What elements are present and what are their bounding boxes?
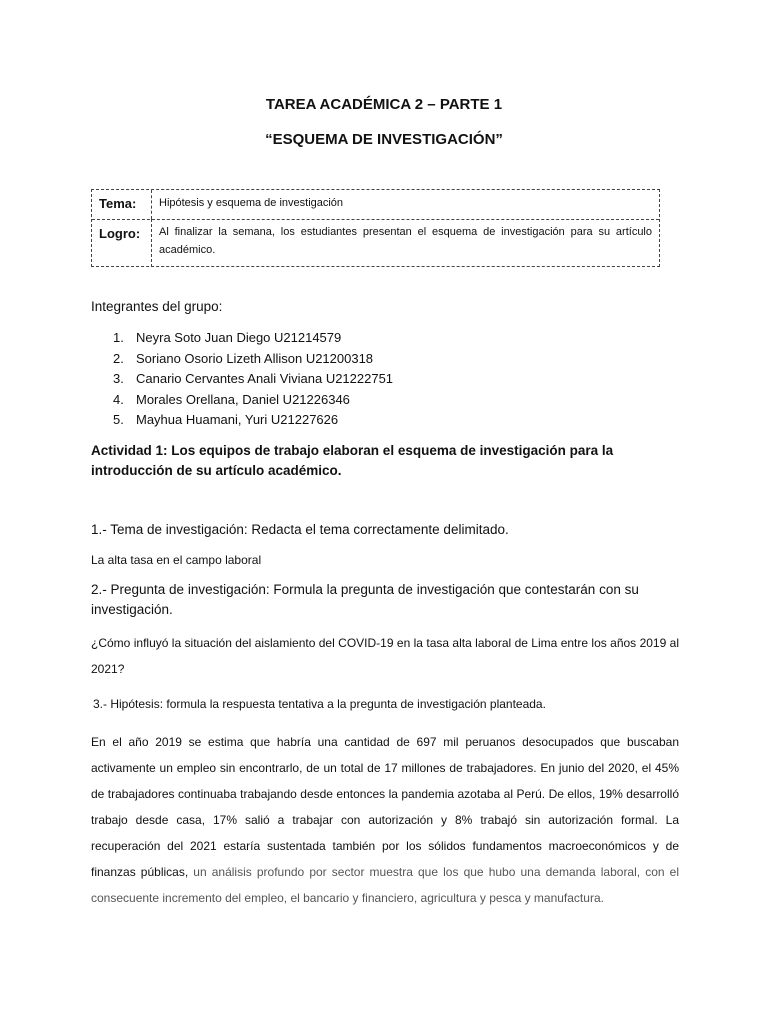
list-item: 5. Mayhua Huamani, Yuri U21227626 xyxy=(113,412,339,427)
logro-value: Al finalizar la semana, los estudiantes presentan el esquema de investigación para su artículo académico. xyxy=(159,226,652,256)
table-divider xyxy=(151,190,152,219)
logro-label: Logro: xyxy=(99,226,141,241)
tema-value: Hipótesis y esquema de investigación xyxy=(159,197,344,209)
list-item: 1. Neyra Soto Juan Diego U21214579 xyxy=(113,330,342,345)
tema-row xyxy=(92,190,659,220)
document-subtitle: “ESQUEMA DE INVESTIGACIÓN” xyxy=(265,131,503,148)
member-name: Soriano Osorio Lizeth Allison U21200318 xyxy=(136,350,374,366)
list-item: 2. Soriano Osorio Lizeth Allison U21200318 xyxy=(113,350,374,366)
question-3-prompt: 3.- Hipótesis: formula la respuesta tentativa a la pregunta de investigación planteada. xyxy=(93,697,546,711)
list-item: 4. Morales Orellana, Daniel U21226346 xyxy=(113,391,350,407)
question-1-prompt: 1.- Tema de investigación: Redacta el tema correctamente delimitado. xyxy=(91,522,509,537)
member-name: Morales Orellana, Daniel U21226346 xyxy=(136,391,350,407)
tema-label: Tema: xyxy=(99,196,137,211)
member-name: Canario Cervantes Anali Viviana U21222751 xyxy=(136,371,394,386)
activity-heading: Actividad 1: Los equipos de trabajo elaboran el esquema de investigación para la introducción de su artículo académico. xyxy=(91,443,614,478)
table-divider xyxy=(151,219,152,267)
question-2-answer: ¿Cómo influyó la situación del aislamiento del COVID-19 en la tasa alta laboral de Lima entre los años 2019 al 2021? xyxy=(91,636,679,676)
question-1-answer: La alta tasa en el campo laboral xyxy=(91,553,262,567)
hypothesis-text: En el año 2019 se estima que habría una cantidad de 697 mil peruanos desocupados que buscaban activamente un empleo sin encontrarlo, de un total de 17 millones de trabajadores. En junio del 2020, el 45% de trabajadores continuaba trabajando desde entonces la pandemia azotaba al Perú. De ellos, 19% desarrolló trabajo desde casa, 17% salió a trabajar con autorización y 8% trabajó sin autorización formal. La recuperación del 2021 estaría sustentada también por los sólidos fundamentos macroeconómicos y de finanzas públicas, xyxy=(91,735,679,879)
question-2-prompt: 2.- Pregunta de investigación: Formula la pregunta de investigación que contestarán con su investigación. xyxy=(91,582,639,617)
member-list xyxy=(113,328,393,431)
member-name: Mayhua Huamani, Yuri U21227626 xyxy=(136,412,339,427)
member-name: Neyra Soto Juan Diego U21214579 xyxy=(136,330,342,345)
question-3-answer xyxy=(91,729,679,911)
logro-row xyxy=(92,219,659,267)
info-table xyxy=(91,189,660,267)
hypothesis-text-continued: un análisis profundo por sector muestra que los que hubo una demanda laboral, con el consecuente incremento del empleo, el bancario y financiero, agricultura y pesca y manufactura. xyxy=(91,865,680,905)
document-title: TAREA ACADÉMICA 2 – PARTE 1 xyxy=(265,96,503,113)
list-item: 3. Canario Cervantes Anali Viviana U21222751 xyxy=(113,371,394,386)
group-heading: Integrantes del grupo: xyxy=(91,299,223,314)
